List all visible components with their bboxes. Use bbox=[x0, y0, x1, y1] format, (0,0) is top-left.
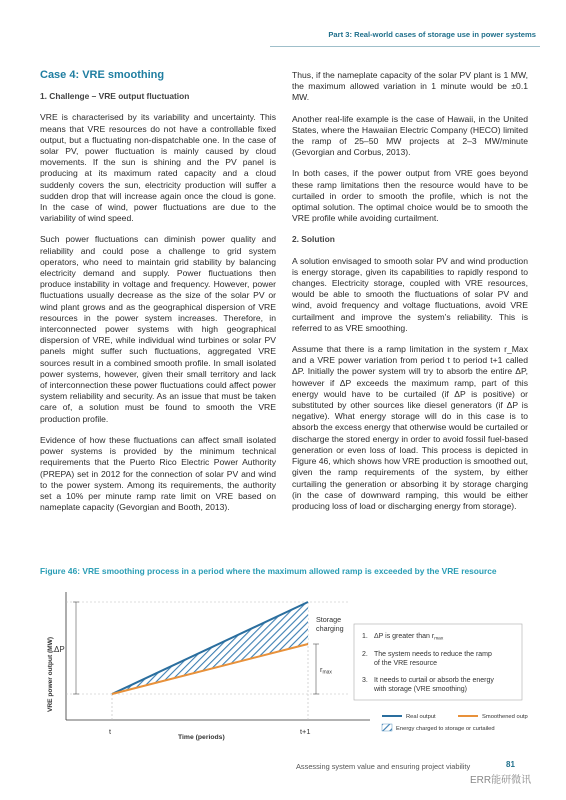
paragraph: Another real-life example is the case of Hawaii, in the United States, where the Hawaiian Electric Company (HECO) limited the ramp of 25–50 MW projects at 2–3 MW/minute (Gevorgian and Corbus, 2013). bbox=[292, 113, 528, 158]
figure-46 bbox=[40, 578, 528, 744]
paragraph: Assume that there is a ramp limitation in the system r_Max and a VRE power variation from period t to period t+1 called ΔP. Initially the power system will try to absorb the entire ΔP, however if ΔP exceeds the maximum ramp, part of this energy would have to be curtailed (if ΔP is positive) or substituted by other sources like diesel generators (if ΔP is negative). What energy storage will do in this case is to absorb the excess energy that otherwise would be curtailed or discharge the stored energy in order to avoid fossil fuel-based generation or even loss of load. This process is depicted in Figure 46, which shows how VRE production is smoothed out, given the ramp requirements of the system, by either curtailing the generation or absorbing it by storage charging (in the case of downward ramping, this would be either producing loss of load or discharging energy from storage). bbox=[292, 344, 528, 511]
page-number: 81 bbox=[506, 760, 515, 769]
section-heading-challenge: 1. Challenge – VRE output fluctuation bbox=[40, 91, 190, 102]
section-heading-solution: 2. Solution bbox=[292, 234, 335, 245]
note-2-num: 2. bbox=[362, 651, 368, 658]
paragraph: A solution envisaged to smooth solar PV and wind production is energy storage, given its capabilities to rapidly respond to changes. Electricity storage, coupled with VRE resources, would be able to smooth the fluctuations of solar PV and wind, avoid frequency and voltage fluctuations, avoid VRE curtailment and improve the system’s reliability. This is referred to as VRE smoothing. bbox=[292, 255, 528, 333]
header-rule bbox=[270, 46, 540, 47]
paragraph: Such power fluctuations can diminish power quality and reliability and could pose a challenge to grid system operators, who need to maintain grid stability by balancing electricity demand and supply. Power fluctuations then produce instability in voltage and frequency. However, power fluctuations usually decrease as the size of the solar PV or wind plant grows and as the geographical dispersion of VRE resources in the power system increases. Therefore, in interconnected power systems with high geographical dispersion of VRE, while individual wind turbines or solar PV panels might suffer such fluctuations, aggregated VRE sources result in a combined smooth profile. In small isolated power systems, however, given their small territory and lack of interconnection these power fluctuations could affect power system reliability and security. As an issue that must be taken care of, a solution must be found to smooth the VRE production profile. bbox=[40, 234, 276, 424]
note-3-line1: It needs to curtail or absorb the energy bbox=[374, 677, 494, 684]
y-axis-label: VRE power output (MW) bbox=[47, 636, 54, 712]
x-axis-label: Time (periods) bbox=[178, 734, 225, 741]
note-2-line1: The system needs to reduce the ramp bbox=[374, 651, 492, 658]
footer-text: Assessing system value and ensuring project viability bbox=[296, 762, 471, 771]
paragraph: Evidence of how these fluctuations can affect small isolated power systems is provided by the minimum technical requirements that the Puerto Rico Electric Power Authority (PREPA) set in 2012 for the connection of solar PV and wind to the power system. Among its requirements, the authority set a 10% per minute ramp rate limit on VRE based on nameplate capacity (Gevorgian and Booth, 2013). bbox=[40, 434, 276, 513]
paragraph: Thus, if the nameplate capacity of the solar PV plant is 1 MW, the maximum allowed variation in 1 minute would be ±0.1 MW. bbox=[292, 70, 528, 103]
legend-energy-label: Energy charged to storage or curtailed bbox=[396, 726, 495, 732]
figure-title: VRE smoothing process in a period where the maximum allowed ramp is exceeded by the VRE resource bbox=[82, 566, 497, 576]
legend-smooth-label: Smoothened output bbox=[482, 714, 528, 720]
running-header: Part 3: Real-world cases of storage use in power systems bbox=[328, 30, 536, 39]
legend-energy-swatch bbox=[382, 724, 392, 731]
case-title: Case 4: VRE smoothing bbox=[40, 69, 165, 81]
left-column bbox=[40, 70, 276, 523]
note-3-line2: with storage (VRE smoothing) bbox=[374, 686, 467, 693]
paragraph: In both cases, if the power output from VRE goes beyond these ramp limitations then the resource would have to be curtailed in order to smooth the profile, which is not the optimal solution. The optimal choice would be to smooth the VRE profile while avoiding curtailment. bbox=[292, 168, 528, 224]
tick-t: t bbox=[109, 727, 112, 736]
right-column bbox=[292, 70, 528, 522]
note-3-num: 3. bbox=[362, 677, 368, 684]
smoothing-diagram bbox=[40, 578, 528, 744]
figure-caption bbox=[40, 566, 497, 576]
delta-p-label: ΔP bbox=[54, 645, 65, 654]
note-1-text: ΔP is greater than $r_{max}$ bbox=[374, 633, 444, 642]
note-1-num: 1. bbox=[362, 633, 368, 640]
legend-real-label: Real output bbox=[406, 714, 436, 720]
note-2-line2: of the VRE resource bbox=[374, 660, 438, 667]
storage-label-line2: charging bbox=[316, 624, 344, 633]
watermark: ERR能研微讯 bbox=[470, 775, 532, 786]
tick-t1: t+1 bbox=[300, 727, 311, 736]
storage-label-line1: Storage bbox=[316, 615, 342, 624]
paragraph: VRE is characterised by its variability and uncertainty. This means that VRE resources do not have a controllable fixed output, but a fluctuating non-dispatchable one. In the case of solar PV, power fluctuation is mainly caused by cloud movements. If the sun is shining and the PV panel is producing at its maximum rated capacity and a cloud suddenly covers the sun, electricity production will suffer a sudden drop that will increase again once the cloud is gone. In the case of wind, power fluctuations are due to the variability of wind speed. bbox=[40, 112, 276, 224]
figure-label: Figure 46: bbox=[40, 566, 81, 576]
rmax-label: $r_{max}$ bbox=[320, 665, 332, 676]
